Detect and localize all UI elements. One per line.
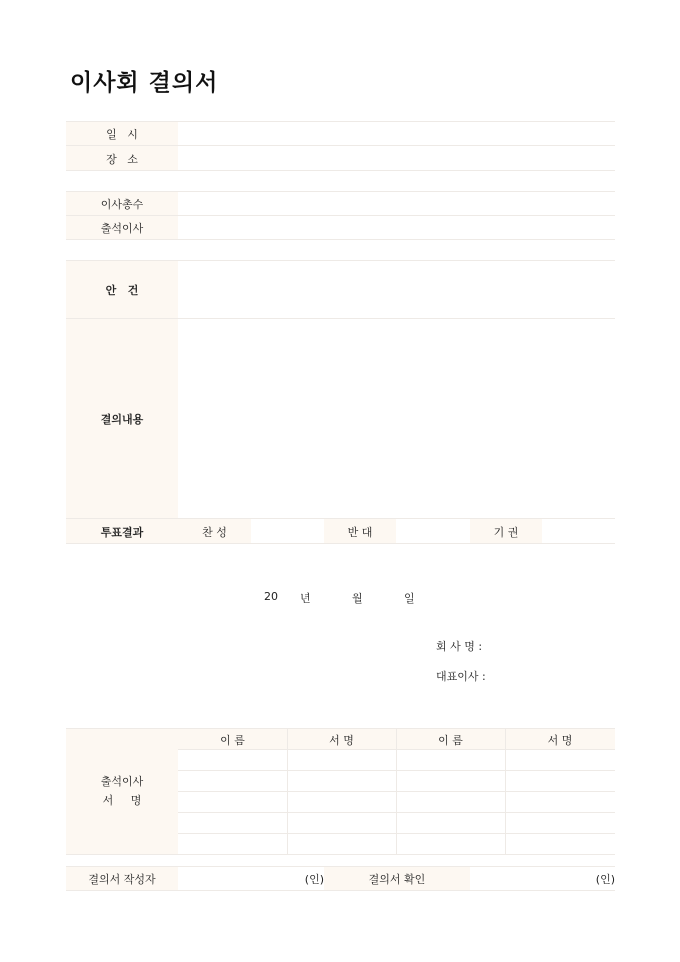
attending-directors-label: 출석이사: [66, 216, 178, 240]
date-row: [66, 121, 615, 146]
vote-against-value: [396, 519, 470, 544]
vote-for-value: [251, 519, 324, 544]
vote-abstain-value: [542, 519, 615, 544]
document-title: 이사회 결의서: [70, 70, 219, 96]
vote-for-label: 찬 성: [178, 519, 251, 544]
agenda-row: [66, 260, 615, 319]
writer-label: 결의서 작성자: [66, 867, 178, 891]
confirm-label: 결의서 확인: [324, 867, 470, 891]
attending-signature-label-line1: 출석이사: [100, 775, 144, 788]
date-label: 일 시: [66, 122, 178, 146]
directors-table: [66, 191, 615, 241]
confirm-seal: (인): [595, 873, 615, 886]
signature-header-name-2: 이 름: [396, 729, 505, 750]
date-year-label: 년: [300, 592, 311, 605]
vote-result-row: [66, 518, 615, 544]
total-directors-label: 이사총수: [66, 192, 178, 216]
vote-against-label: 반 대: [324, 519, 396, 544]
resolution-content-label: 결의내용: [66, 319, 178, 519]
date-month-label: 월: [352, 592, 363, 605]
place-label: 장 소: [66, 146, 178, 171]
agenda-label: 안 건: [66, 261, 178, 319]
date-year-prefix: 20: [264, 590, 278, 603]
ceo-label: 대표이사 :: [436, 670, 486, 683]
footer-row: [66, 866, 615, 891]
signature-header-name-1: 이 름: [178, 729, 287, 750]
signature-table: [66, 728, 615, 856]
meeting-info-table: [66, 121, 615, 171]
signature-header-row: [66, 728, 615, 750]
attending-directors-row: [66, 215, 615, 240]
signature-header-sign-1: 서 명: [287, 729, 396, 750]
company-name-label: 회 사 명 :: [436, 640, 483, 653]
total-directors-row: [66, 191, 615, 216]
writer-seal: (인): [304, 873, 324, 886]
footer-table: [66, 866, 615, 892]
vote-result-label: 투표결과: [66, 519, 178, 544]
attending-signature-label-line2: 서 명: [102, 794, 142, 807]
signature-header-sign-2: 서 명: [505, 729, 615, 750]
vote-abstain-label: 기 권: [470, 519, 542, 544]
resolution-content-row: [66, 318, 615, 519]
agenda-table: [66, 260, 615, 545]
date-day-label: 일: [404, 592, 415, 605]
place-row: [66, 145, 615, 171]
